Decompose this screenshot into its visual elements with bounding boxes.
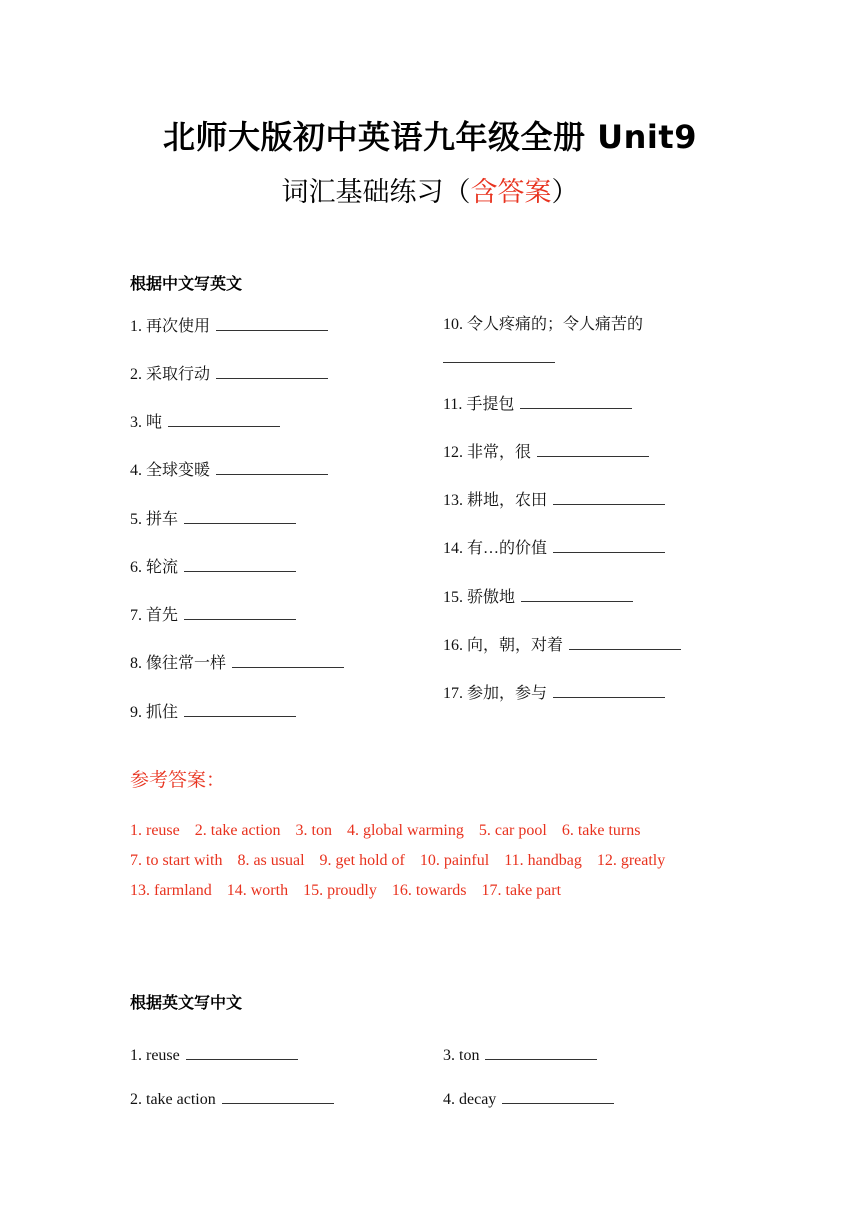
subtitle-prefix: 词汇基础练习（	[281, 177, 471, 208]
exercise-item: 2. take action	[130, 1088, 334, 1110]
answer-key-line: 1. reuse 2. take action 3. ton 4. global warming 5. car pool 6. take turns	[130, 822, 641, 839]
answer-blank	[186, 1044, 298, 1060]
answer-blank	[537, 441, 649, 457]
section-heading-cn-to-en: 根据中文写英文	[130, 274, 243, 293]
exercise-item: 1. 再次使用	[130, 315, 328, 337]
answer-blank	[216, 315, 328, 331]
exercise-item: 10. 令人疼痛的；令人痛苦的	[443, 316, 644, 333]
answer-blank	[520, 393, 632, 409]
exercise-item: 16. 向，朝，对着	[443, 634, 681, 656]
exercise-item: 3. 吨	[130, 411, 280, 433]
exercise-item: 13. 耕地，农田	[443, 489, 665, 511]
section-heading-en-to-cn: 根据英文写中文	[130, 993, 243, 1012]
answer-blank	[184, 701, 296, 717]
exercise-item: 4. 全球变暖	[130, 459, 328, 481]
exercise-item: 9. 抓住	[130, 701, 296, 723]
exercise-item: 4. decay	[443, 1088, 614, 1110]
answer-blank	[168, 411, 280, 427]
subtitle-highlight: 含答案	[470, 177, 552, 208]
answer-blank	[232, 652, 344, 668]
exercise-item: 14. 有…的价值	[443, 537, 665, 559]
answer-blank	[502, 1088, 614, 1104]
subtitle-suffix: ）	[551, 177, 579, 208]
exercise-item: 5. 拼车	[130, 508, 296, 530]
exercise-item: 7. 首先	[130, 604, 296, 626]
exercise-item: 6. 轮流	[130, 556, 296, 578]
answer-blank	[184, 604, 296, 620]
exercise-item-continuation	[443, 347, 555, 369]
exercise-item: 2. 采取行动	[130, 363, 328, 385]
answer-blank	[222, 1088, 334, 1104]
answer-blank	[553, 682, 665, 698]
page-title: 北师大版初中英语九年级全册 Unit9	[163, 118, 697, 156]
exercise-item: 17. 参加，参与	[443, 682, 665, 704]
answer-key-line: 7. to start with 8. as usual 9. get hold of 10. painful 11. handbag 12. greatly	[130, 852, 666, 869]
exercise-item: 15. 骄傲地	[443, 586, 633, 608]
answer-blank	[553, 537, 665, 553]
answer-blank	[485, 1044, 597, 1060]
answer-blank	[521, 586, 633, 602]
exercise-item: 12. 非常，很	[443, 441, 649, 463]
answer-blank	[184, 508, 296, 524]
answer-blank	[569, 634, 681, 650]
answer-blank	[553, 489, 665, 505]
answer-key-line: 13. farmland 14. worth 15. proudly 16. towards 17. take part	[130, 882, 562, 899]
answer-blank	[184, 556, 296, 572]
exercise-item: 11. 手提包	[443, 393, 632, 415]
exercise-item: 3. ton	[443, 1044, 597, 1066]
answer-key-title: 参考答案：	[130, 769, 226, 791]
answer-blank	[216, 363, 328, 379]
exercise-item: 8. 像往常一样	[130, 652, 344, 674]
answer-blank	[216, 459, 328, 475]
exercise-item: 1. reuse	[130, 1044, 298, 1066]
answer-blank	[443, 347, 555, 363]
page-subtitle	[0, 170, 860, 209]
